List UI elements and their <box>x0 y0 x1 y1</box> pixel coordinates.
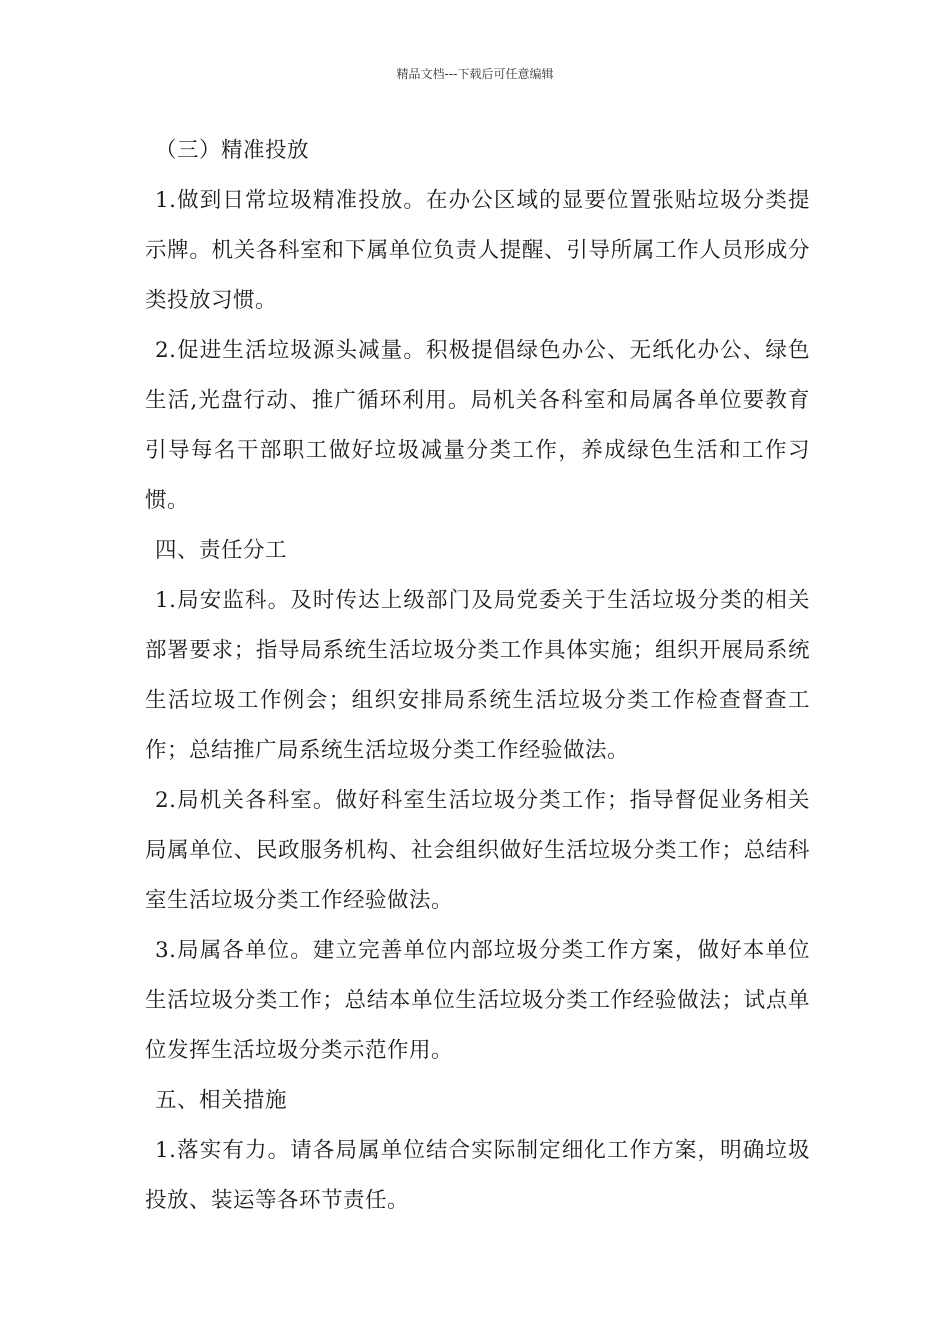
paragraph-subordinate-units: 3.局属各单位。建立完善单位内部垃圾分类工作方案，做好本单位生活垃圾分类工作；总结本单位生活垃圾分类工作经验做法；试点单位发挥生活垃圾分类示范作用。 <box>145 938 810 1063</box>
paragraph-daily-disposal: 1.做到日常垃圾精准投放。在办公区域的显要位置张贴垃圾分类提示牌。机关各科室和下属单位负责人提醒、引导所属工作人员形成分类投放习惯。 <box>145 188 810 313</box>
paragraph-safety-dept: 1.局安监科。及时传达上级部门及局党委关于生活垃圾分类的相关部署要求；指导局系统生活垃圾分类工作具体实施；组织开展局系统生活垃圾工作例会；组织安排局系统生活垃圾分类工作检查督查工作；总结推广局系统生活垃圾分类工作经验做法。 <box>145 588 810 763</box>
section-heading-responsibilities: 四、责任分工 <box>155 538 288 563</box>
paragraph-implementation: 1.落实有力。请各局属单位结合实际制定细化工作方案，明确垃圾投放、装运等各环节责任。 <box>145 1138 810 1213</box>
document-body <box>145 126 810 1226</box>
paragraph-office-departments: 2.局机关各科室。做好科室生活垃圾分类工作；指导督促业务相关局属单位、民政服务机构、社会组织做好生活垃圾分类工作；总结科室生活垃圾分类工作经验做法。 <box>145 788 810 913</box>
paragraph-source-reduction: 2.促进生活垃圾源头减量。积极提倡绿色办公、无纸化办公、绿色生活,光盘行动、推广循环利用。局机关各科室和局属各单位要教育引导每名干部职工做好垃圾减量分类工作，养成绿色生活和工作习惯。 <box>145 338 810 513</box>
section-heading-precise-disposal: （三）精准投放 <box>155 138 310 163</box>
section-heading-measures: 五、相关措施 <box>155 1088 288 1113</box>
page-header: 精品文档---下载后可任意编辑 <box>396 67 554 81</box>
